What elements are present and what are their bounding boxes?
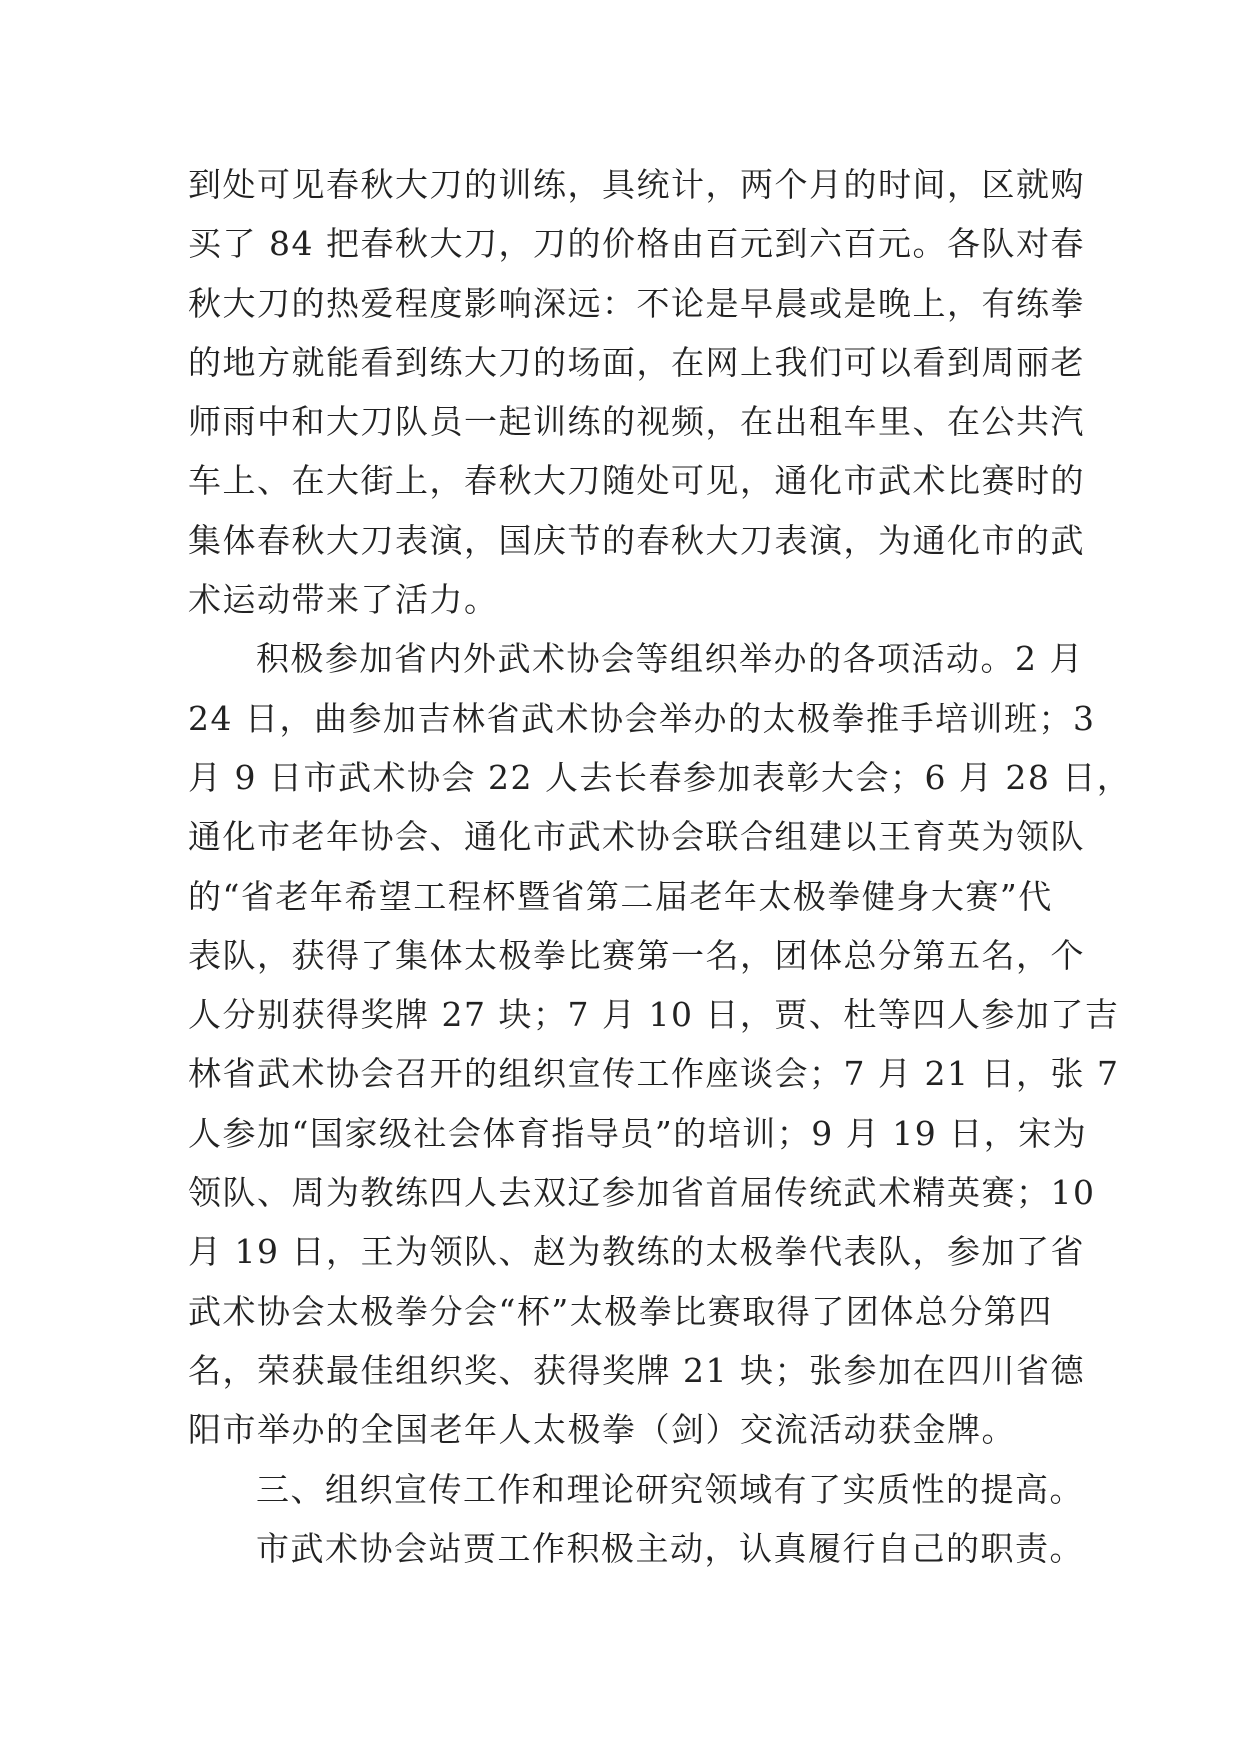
text-line: 术运动带来了活力。 — [188, 580, 499, 620]
text-line: 师雨中和大刀队员一起训练的视频，在出租车里、在公共汽 — [188, 402, 1085, 442]
text-line: 人参加“国家级社会体育指导员”的培训；9 月 19 日，宋为 — [188, 1113, 1088, 1153]
text-line: 到处可见春秋大刀的训练，具统计，两个月的时间，区就购 — [188, 165, 1085, 204]
text-line: 的地方就能看到练大刀的场面，在网上我们可以看到周丽老 — [188, 342, 1085, 382]
text-line: 车上、在大街上，春秋大刀随处可见，通化市武术比赛时的 — [188, 461, 1085, 501]
text-line: 领队、周为教练四人去双辽参加省首届传统武术精英赛；10 — [188, 1173, 1096, 1213]
text-line: 人分别获得奖牌 27 块；7 月 10 日，贾、杜等四人参加了吉 — [188, 995, 1120, 1035]
text-line: 秋大刀的热爱程度影响深远：不论是早晨或是晚上，有练拳 — [188, 283, 1085, 323]
text-line: 名，荣获最佳组织奖、获得奖牌 21 块；张参加在四川省德 — [188, 1350, 1085, 1390]
text-line: 24 日，曲参加吉林省武术协会举办的太极拳推手培训班；3 — [188, 698, 1096, 738]
paragraph-first-line: 积极参加省内外武术协会等组织举办的各项活动。2 月 — [256, 639, 1084, 679]
body-text — [188, 155, 1132, 1578]
text-line: 表队，获得了集体太极拳比赛第一名，团体总分第五名，个 — [188, 935, 1085, 975]
text-line: 月 19 日，王为领队、赵为教练的太极拳代表队，参加了省 — [188, 1232, 1085, 1272]
paragraph-first-line: 市武术协会站贾工作积极主动，认真履行自己的职责。 — [256, 1528, 1084, 1568]
text-line: 阳市举办的全国老年人太极拳（剑）交流活动获金牌。 — [188, 1410, 1016, 1450]
text-line: 集体春秋大刀表演，国庆节的春秋大刀表演，为通化市的武 — [188, 520, 1085, 560]
paragraph-first-line: 三、组织宣传工作和理论研究领域有了实质性的提高。 — [256, 1469, 1084, 1509]
text-line: 通化市老年协会、通化市武术协会联合组建以王育英为领队 — [188, 817, 1085, 857]
text-line: 武术协会太极拳分会“杯”太极拳比赛取得了团体总分第四 — [188, 1291, 1053, 1331]
text-line: 林省武术协会召开的组织宣传工作座谈会；7 月 21 日，张 7 — [188, 1054, 1120, 1094]
text-line: 月 9 日市武术协会 22 人去长春参加表彰大会；6 月 28 日， — [188, 757, 1132, 797]
text-line: 的“省老年希望工程杯暨省第二届老年太极拳健身大赛”代 — [188, 876, 1053, 916]
text-line: 买了 84 把春秋大刀，刀的价格由百元到六百元。各队对春 — [188, 224, 1085, 264]
